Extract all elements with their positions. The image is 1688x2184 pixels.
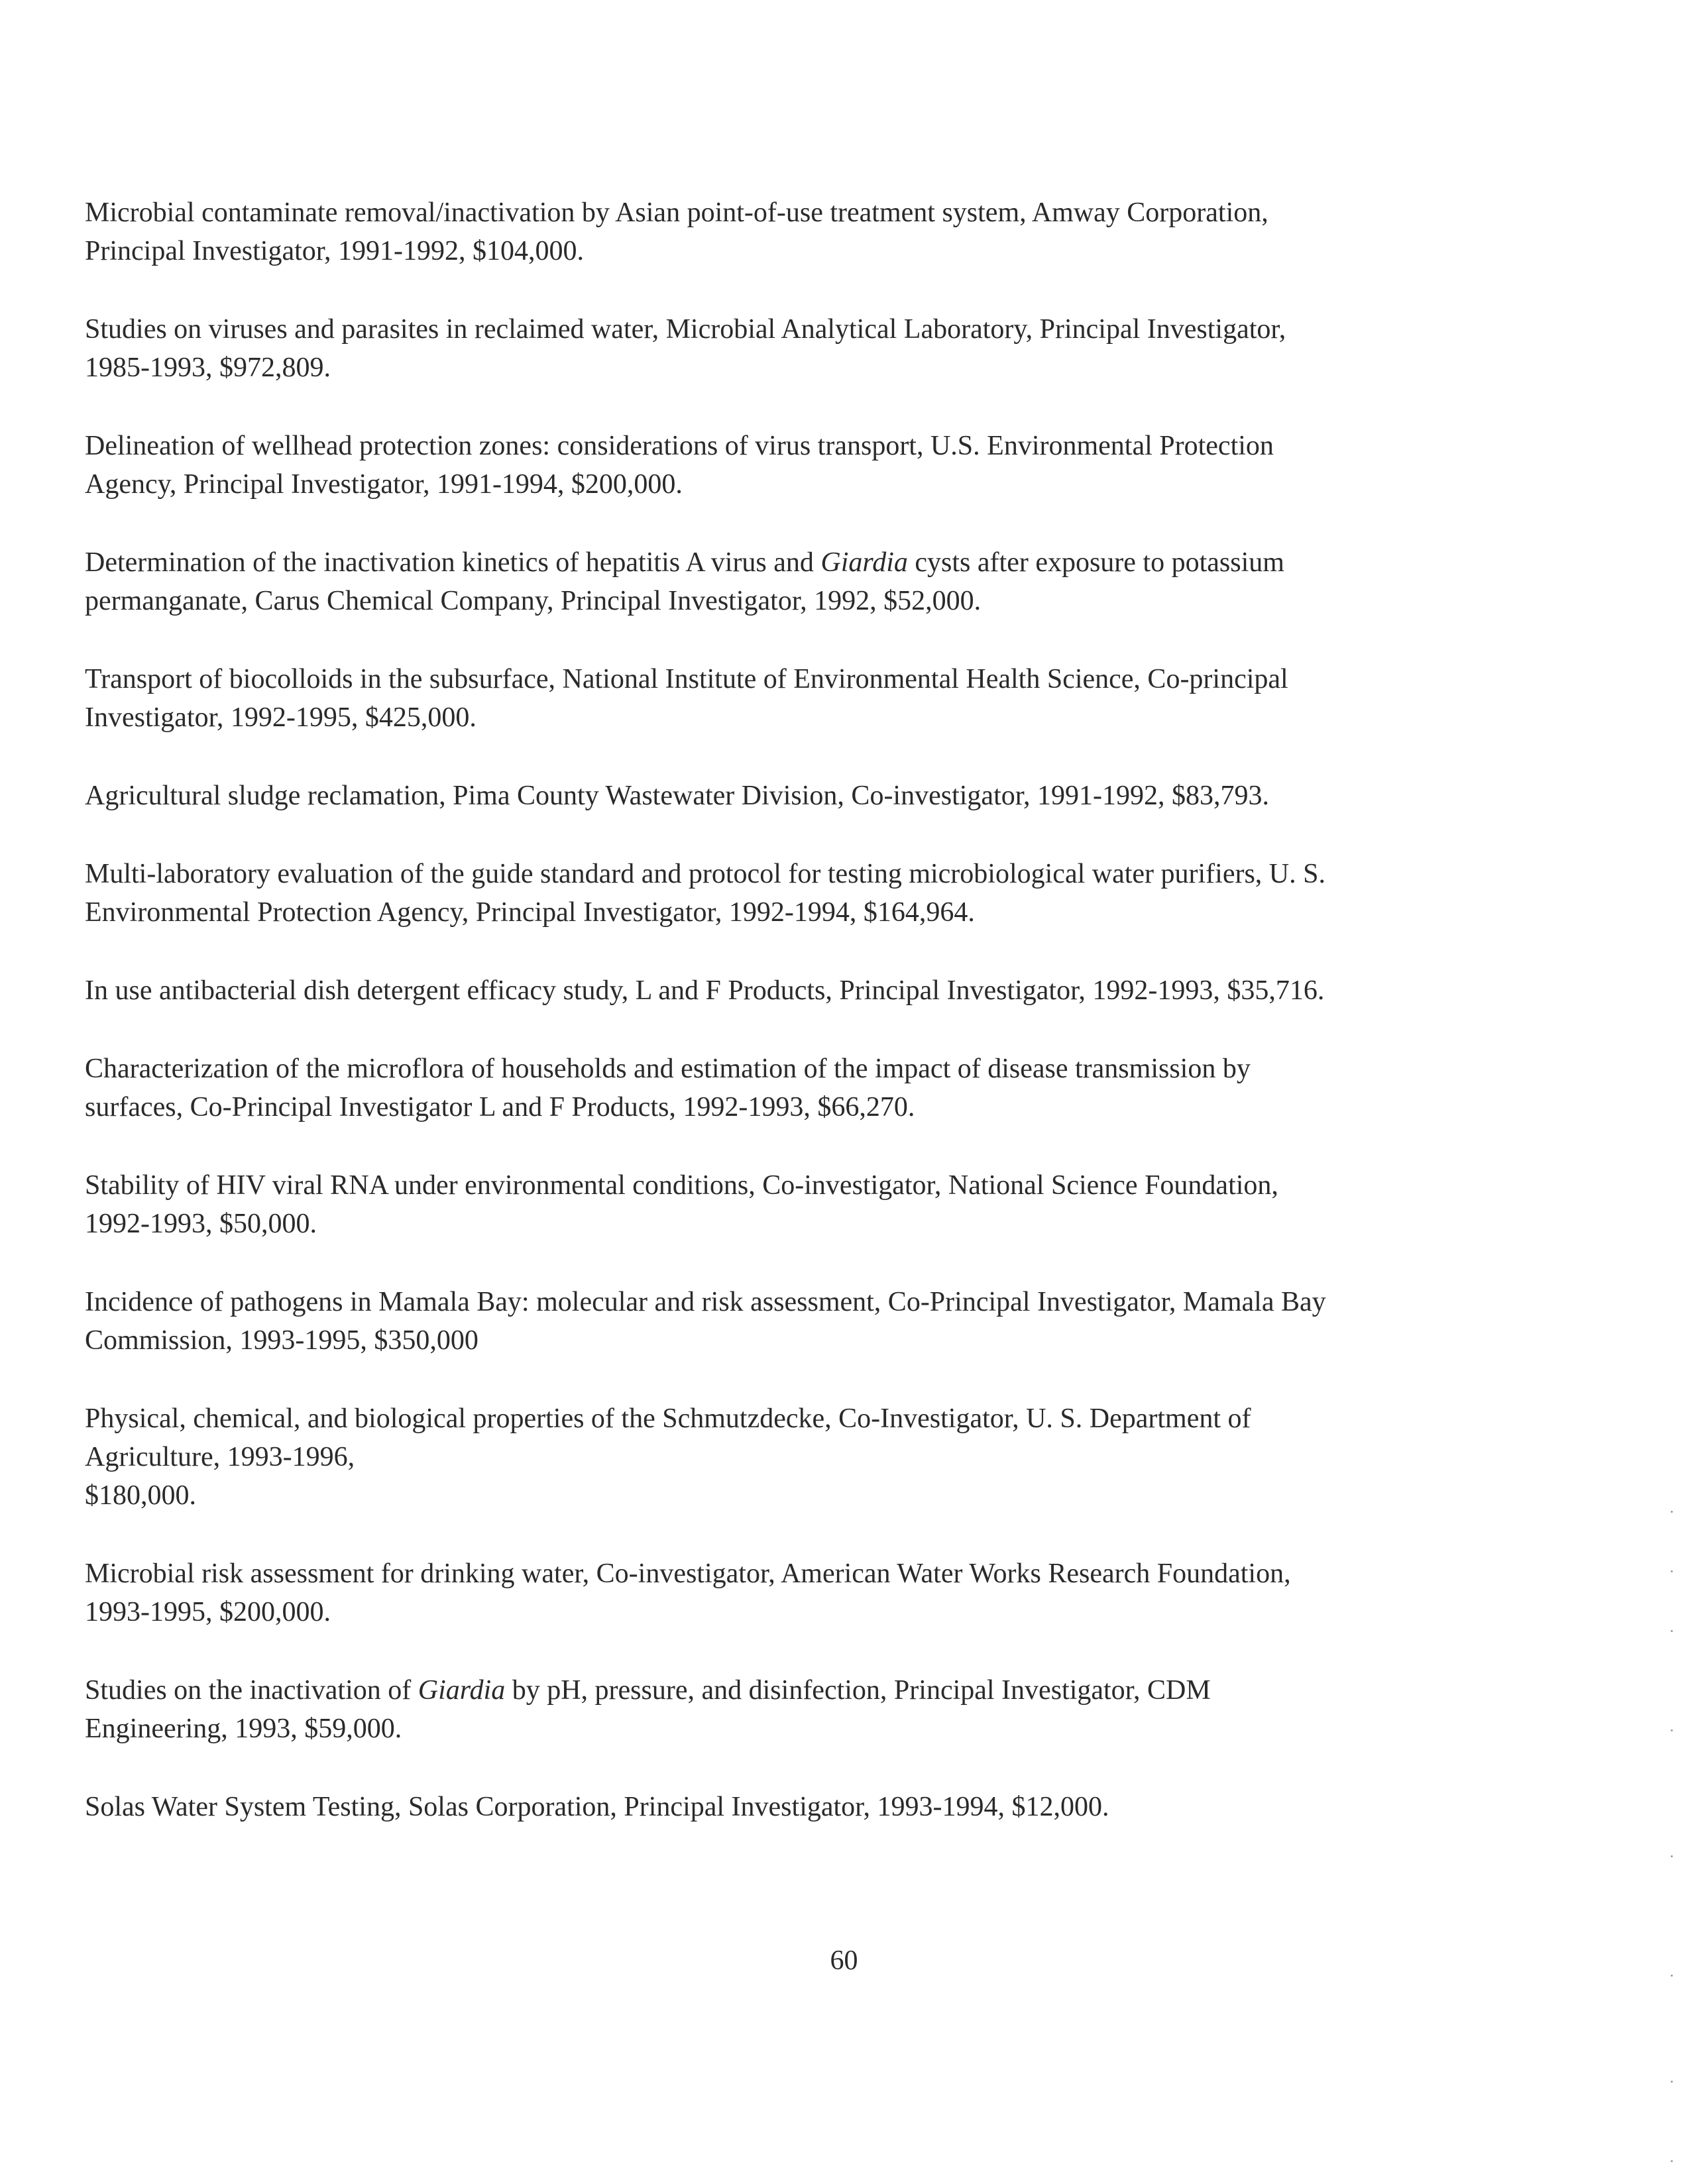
grant-text: Agricultural sludge reclamation, Pima County Wastewater Division, Co-investigator, 1991-1992, $83,793. <box>85 781 1270 811</box>
grant-entry-line <box>85 349 1556 387</box>
grant-list <box>85 193 1556 1866</box>
grant-text: Investigator, 1992-1995, $425,000. <box>85 702 477 733</box>
grant-entry-line <box>85 1399 1556 1438</box>
grant-text: Delineation of wellhead protection zones: considerations of virus transport, U.S. Environmental Protection <box>85 431 1274 461</box>
grant-text: Microbial contaminate removal/inactivation by Asian point-of-use treatment system, Amway Corporation, <box>85 197 1268 228</box>
grant-text: Determination of the inactivation kinetics of hepatitis A virus and <box>85 547 821 578</box>
grant-entry-line <box>85 855 1556 893</box>
grant-text: 1992-1993, $50,000. <box>85 1209 317 1239</box>
grant-entry <box>85 1671 1556 1748</box>
grant-text: permanganate, Carus Chemical Company, Principal Investigator, 1992, $52,000. <box>85 586 982 616</box>
italic-organism-name: Giardia <box>820 547 908 578</box>
grant-text: 1993-1995, $200,000. <box>85 1597 331 1627</box>
grant-entry-line <box>85 465 1556 504</box>
grant-entry-line <box>85 893 1556 932</box>
grant-text: Physical, chemical, and biological properties of the Schmutzdecke, Co-Investigator, U. S. Department of <box>85 1403 1251 1434</box>
grant-entry-line <box>85 660 1556 698</box>
grant-entry-line <box>85 1671 1556 1710</box>
grant-entry-line <box>85 427 1556 465</box>
grant-entry-line <box>85 232 1556 270</box>
grant-text: Agriculture, 1993-1996, <box>85 1442 355 1472</box>
grant-entry <box>85 543 1556 620</box>
grant-text: Agency, Principal Investigator, 1991-1994, $200,000. <box>85 469 683 500</box>
grant-text: Studies on the inactivation of <box>85 1675 418 1706</box>
grant-entry-line <box>85 1788 1556 1826</box>
grant-text: Incidence of pathogens in Mamala Bay: molecular and risk assessment, Co-Principal Investigator, Mamala Bay <box>85 1287 1326 1317</box>
grant-entry <box>85 1283 1556 1360</box>
grant-text: cysts after exposure to potassium <box>907 547 1284 578</box>
italic-organism-name: Giardia <box>418 1675 506 1706</box>
grant-text: Studies on viruses and parasites in reclaimed water, Microbial Analytical Laboratory, Principal Investigator, <box>85 314 1286 345</box>
grant-text: Principal Investigator, 1991-1992, $104,000. <box>85 236 585 266</box>
grant-text: Transport of biocolloids in the subsurface, National Institute of Environmental Health Science, Co-principal <box>85 664 1288 694</box>
grant-text: by pH, pressure, and disinfection, Principal Investigator, CDM <box>505 1675 1211 1706</box>
grant-entry-line <box>85 310 1556 349</box>
grant-entry <box>85 310 1556 387</box>
grant-entry-line <box>85 1593 1556 1631</box>
grant-text: Commission, 1993-1995, $350,000 <box>85 1325 478 1356</box>
grant-entry-line <box>85 971 1556 1010</box>
grant-entry <box>85 660 1556 737</box>
grant-entry-line <box>85 1438 1556 1476</box>
grant-entry-line <box>85 1321 1556 1360</box>
grant-text: In use antibacterial dish detergent efficacy study, L and F Products, Principal Investigator, 1992-1993, $35,716. <box>85 975 1325 1006</box>
grant-text: 1985-1993, $972,809. <box>85 353 331 383</box>
grant-text: Solas Water System Testing, Solas Corporation, Principal Investigator, 1993-1994, $12,000. <box>85 1792 1109 1822</box>
grant-entry <box>85 971 1556 1010</box>
grant-entry <box>85 1788 1556 1826</box>
grant-entry <box>85 1399 1556 1515</box>
grant-text: Microbial risk assessment for drinking water, Co-investigator, American Water Works Research Foundation, <box>85 1558 1291 1589</box>
grant-text: surfaces, Co-Principal Investigator L and F Products, 1992-1993, $66,270. <box>85 1092 915 1122</box>
grant-text: $180,000. <box>85 1480 196 1511</box>
grant-entry <box>85 1555 1556 1631</box>
grant-entry <box>85 855 1556 932</box>
grant-entry <box>85 1166 1556 1243</box>
grant-entry-line <box>85 1710 1556 1748</box>
grant-entry-line <box>85 543 1556 582</box>
grant-entry-line <box>85 777 1556 815</box>
grant-entry-line <box>85 1166 1556 1205</box>
grant-entry <box>85 193 1556 270</box>
grant-text: Multi-laboratory evaluation of the guide standard and protocol for testing microbiological water purifiers, U. S. <box>85 859 1325 889</box>
grant-entry-line <box>85 1476 1556 1515</box>
grant-entry-line <box>85 582 1556 620</box>
grant-entry-line <box>85 698 1556 737</box>
grant-text: Environmental Protection Agency, Principal Investigator, 1992-1994, $164,964. <box>85 897 975 928</box>
grant-entry <box>85 427 1556 504</box>
page-number: 60 <box>830 1945 858 1976</box>
scan-edge-marks <box>1671 1511 1673 2173</box>
grant-entry-line <box>85 1555 1556 1593</box>
grant-entry-line <box>85 1088 1556 1126</box>
grant-entry <box>85 1050 1556 1126</box>
grant-entry-line <box>85 1050 1556 1088</box>
grant-text: Stability of HIV viral RNA under environmental conditions, Co-investigator, National Science Foundation, <box>85 1170 1278 1201</box>
grant-entry-line <box>85 1205 1556 1243</box>
grant-text: Engineering, 1993, $59,000. <box>85 1714 402 1744</box>
grant-entry-line <box>85 1283 1556 1321</box>
grant-entry <box>85 777 1556 815</box>
grant-text: Characterization of the microflora of households and estimation of the impact of disease transmission by <box>85 1054 1251 1084</box>
grant-entry-line <box>85 193 1556 232</box>
